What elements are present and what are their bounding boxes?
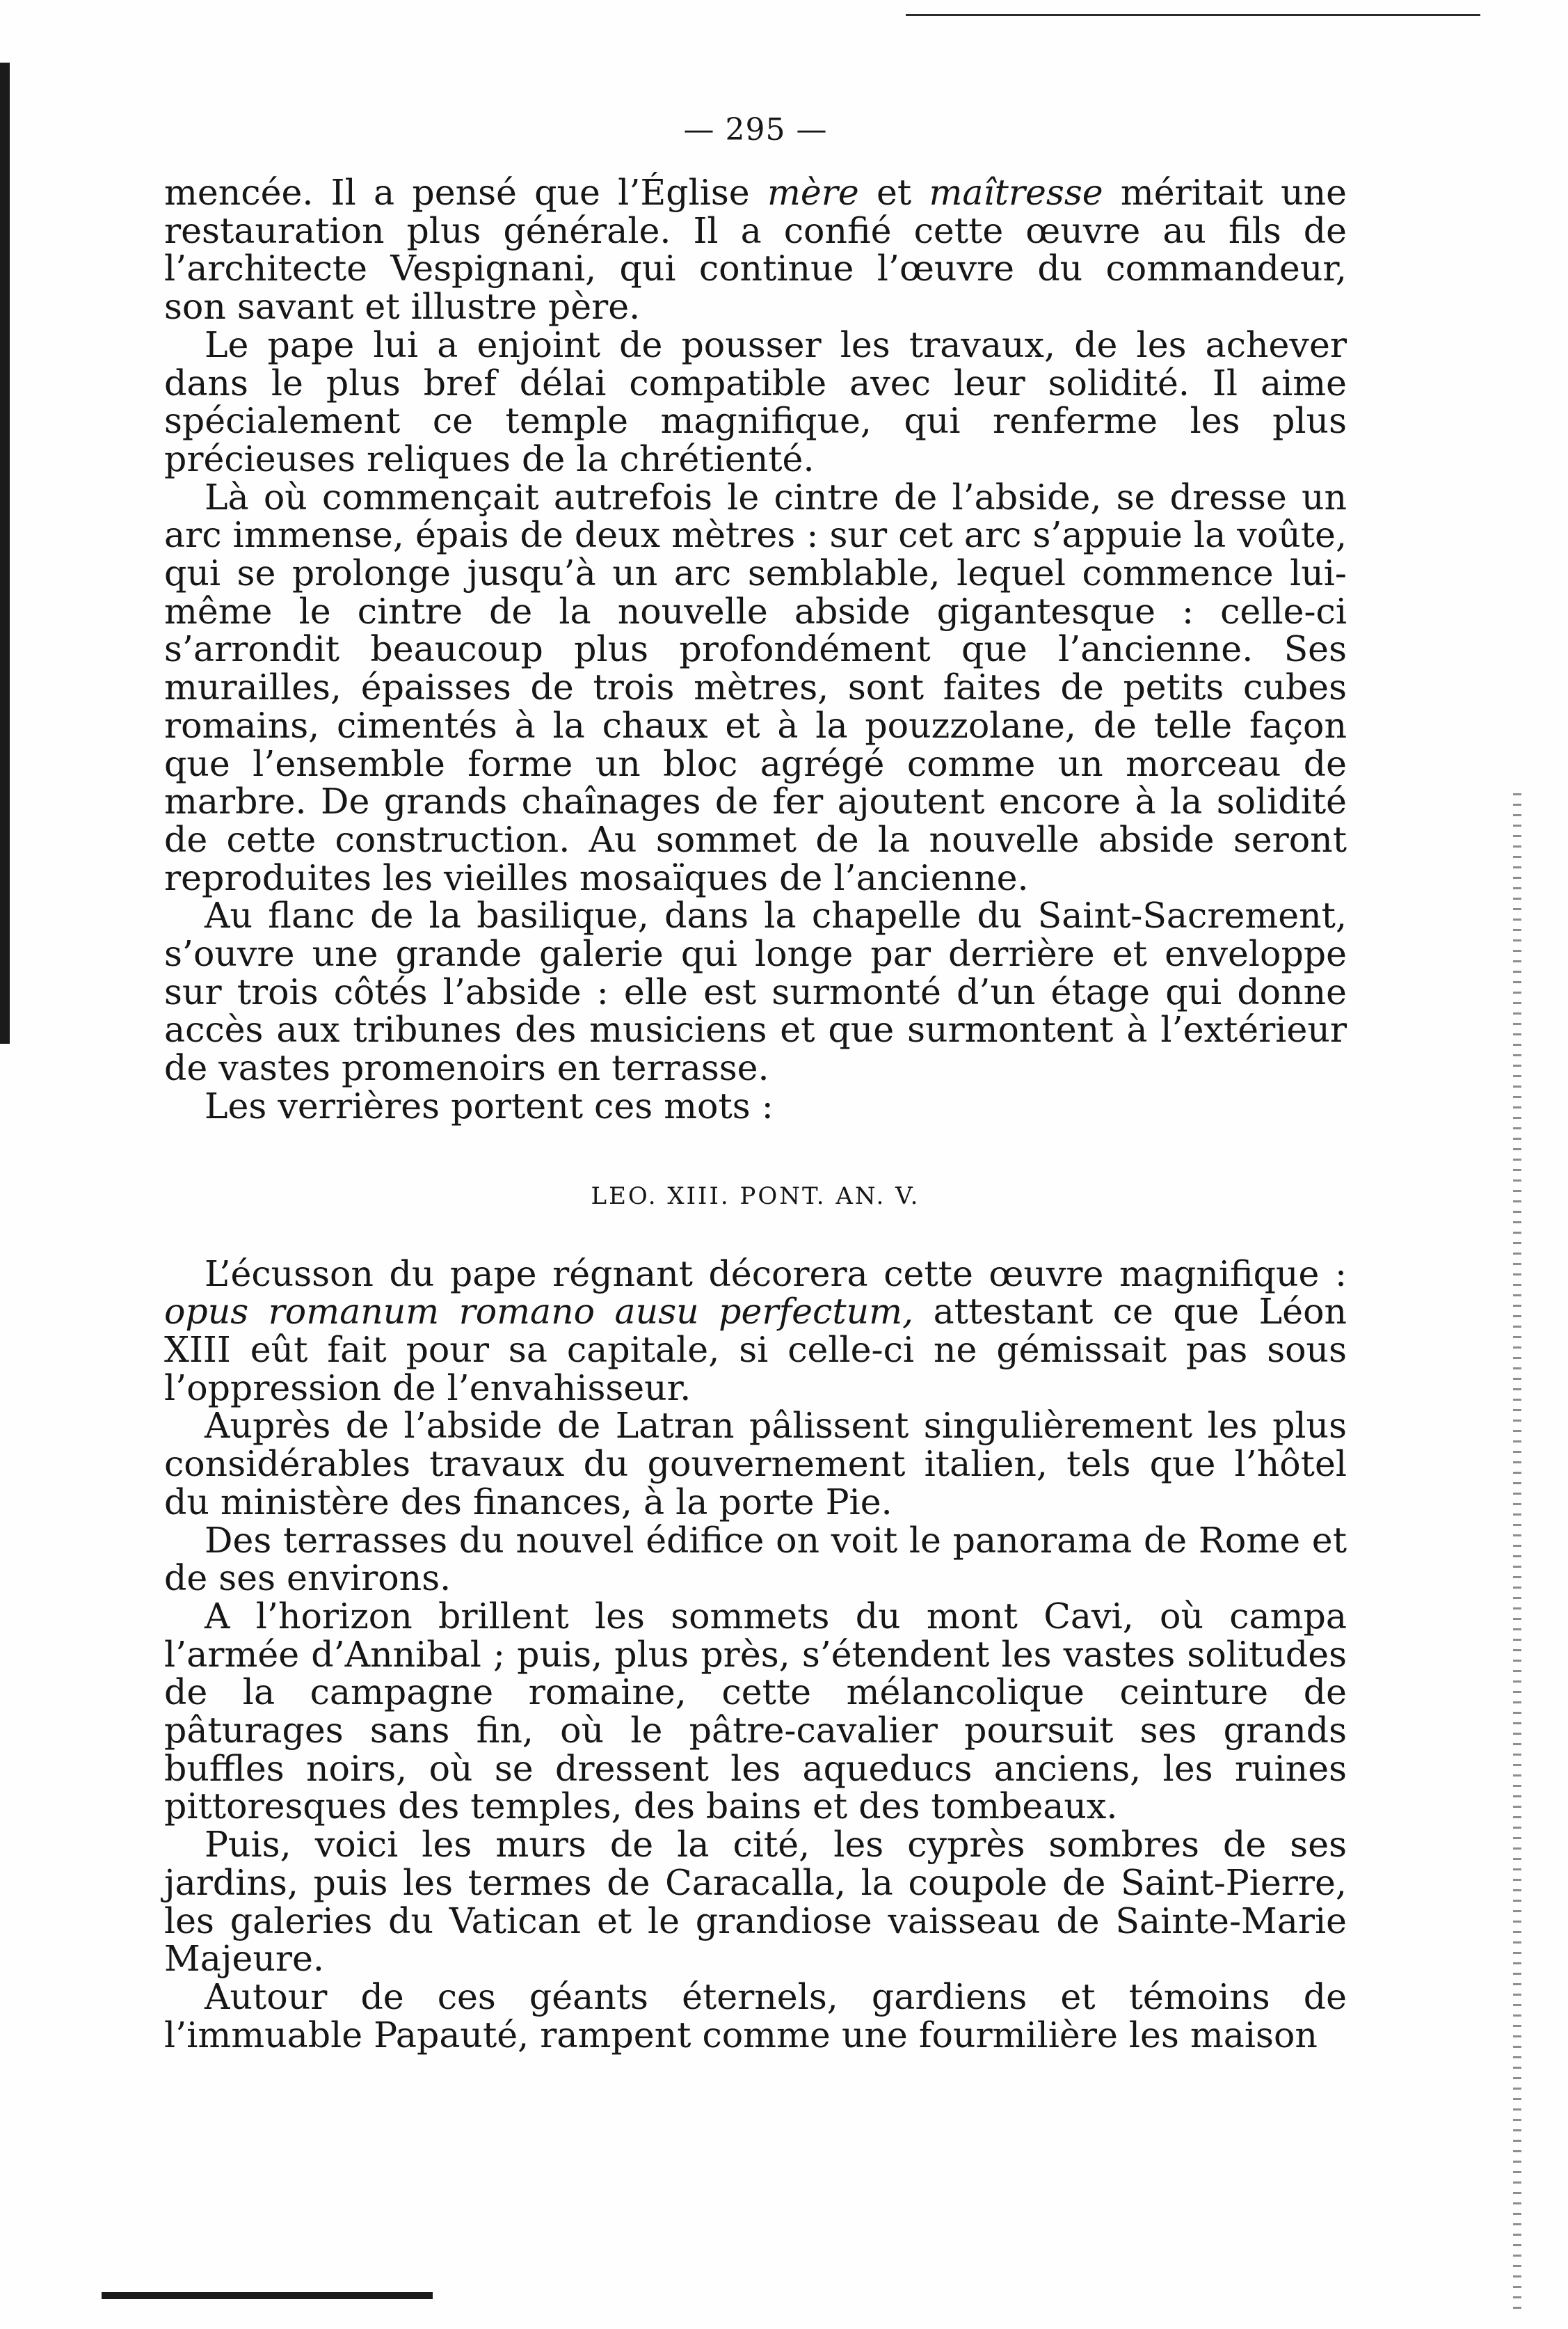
page-number: — 295 —	[683, 112, 828, 148]
paragraph-text: Là où commençait autrefois le cintre de l’abside, se dresse un arc immense, épais de deux mètres : sur cet arc s’appuie la voûte, qui se prolonge jusqu’à un arc semblable, lequel commence lui-même le cintre de la nouvelle abside gigantesque : celle-ci s’arrondit beaucoup plus profondément que l’ancienne. Ses murailles, épaisses de trois mètres, sont faites de petits cubes romains, cimentés à la chaux et à la pouzzolane, de telle façon que l’ensemble forme un bloc agrégé comme un morceau de marbre. De grands chaînages de fer ajoutent encore à la solidité de cette construction. Au sommet de la nouvelle abside seront reproduites les vieilles mosaïques de l’ancienne.	[164, 476, 1347, 898]
bottom-rule	[102, 2292, 433, 2299]
body-text-after-epigraph	[164, 1255, 1347, 2055]
paragraph	[164, 326, 1347, 479]
text-column	[164, 111, 1347, 2054]
margin-specks	[1513, 793, 1521, 2310]
page-edge-shadow	[0, 63, 10, 1044]
paragraph-text: A l’horizon brillent les sommets du mont Cavi, où campa l’armée d’Annibal ; puis, plus près, s’étendent les vastes solitudes de la campagne romaine, cette mélancolique ceinture de pâturages sans fin, où le pâtre-cavalier poursuit ses grands buffles noirs, où se dressent les aqueducs anciens, les ruines pittoresques des temples, des bains et des tombeaux.	[164, 1595, 1347, 1827]
paragraph	[164, 1085, 1347, 1127]
paragraph-text: Auprès de l’abside de Latran pâlissent singulièrement les plus considérables travaux du gouvernement italien, tels que l’hôtel du ministère des finances, à la porte Pie.	[164, 1405, 1347, 1523]
paragraph	[164, 1407, 1347, 1521]
paragraph-text: attestant ce que Léon XIII eût fait pour sa capitale, si celle-ci ne gémissait pas sous l’oppression de l’envahisseur.	[164, 1291, 1347, 1408]
paragraph	[164, 897, 1347, 1088]
paragraph-text: mencée. Il a pensé que l’Église	[164, 172, 767, 213]
paragraph-text: méritait une restauration plus générale. Il a confié cette œuvre au fils de l’architecte Vespignani, qui continue l’œuvre du commandeur, son savant et illustre père.	[164, 172, 1347, 328]
italic-text: maîtresse	[929, 172, 1103, 213]
paragraph-text: Puis, voici les murs de la cité, les cyprès sombres de ses jardins, puis les termes de Caracalla, la coupole de Saint-Pierre, les galeries du Vatican et le grandiose vaisseau de Sainte-Marie Majeure.	[164, 1824, 1347, 1980]
italic-text: mère	[767, 172, 859, 213]
paragraph-text: Des terrasses du nouvel édifice on voit le panorama de Rome et de ses environs.	[164, 1519, 1347, 1599]
paragraph	[164, 476, 1347, 898]
paragraph	[164, 1978, 1347, 2054]
paragraph-text: Les verrières portent ces mots :	[205, 1085, 774, 1127]
paragraph-text: Au flanc de la basilique, dans la chapelle du Saint-Sacrement, s’ouvre une grande galerie qui longe par derrière et enveloppe sur trois côtés l’abside : elle est surmonté d’un étage qui donne accès aux tribunes des musiciens et que surmontent à l’extérieur de vastes promenoirs en terrasse.	[164, 895, 1347, 1089]
paragraph	[164, 1595, 1347, 1827]
body-text-before-epigraph	[164, 174, 1347, 1126]
paragraph	[164, 1826, 1347, 1978]
paragraph	[164, 1519, 1347, 1599]
paragraph-text: et	[858, 172, 929, 213]
paragraph-text: Le pape lui a enjoint de pousser les travaux, de les achever dans le plus bref délai compatible avec leur solidité. Il aime spécialement ce temple magnifique, qui renferme les plus précieuses reliques de la chrétienté.	[164, 324, 1347, 479]
paragraph-text: Autour de ces géants éternels, gardiens et témoins de l’immuable Papauté, rampent comme une fourmilière les maison	[164, 1976, 1347, 2056]
paragraph-text: L’écusson du pape régnant décorera cette œuvre magnifique :	[205, 1253, 1347, 1294]
paragraph	[164, 174, 1347, 326]
italic-text: opus romanum romano ausu perfectum,	[164, 1291, 914, 1333]
top-rule	[906, 14, 1480, 16]
inscription-epigraph: LEO. XIII. PONT. AN. V.	[591, 1182, 920, 1210]
paragraph	[164, 1255, 1347, 1408]
